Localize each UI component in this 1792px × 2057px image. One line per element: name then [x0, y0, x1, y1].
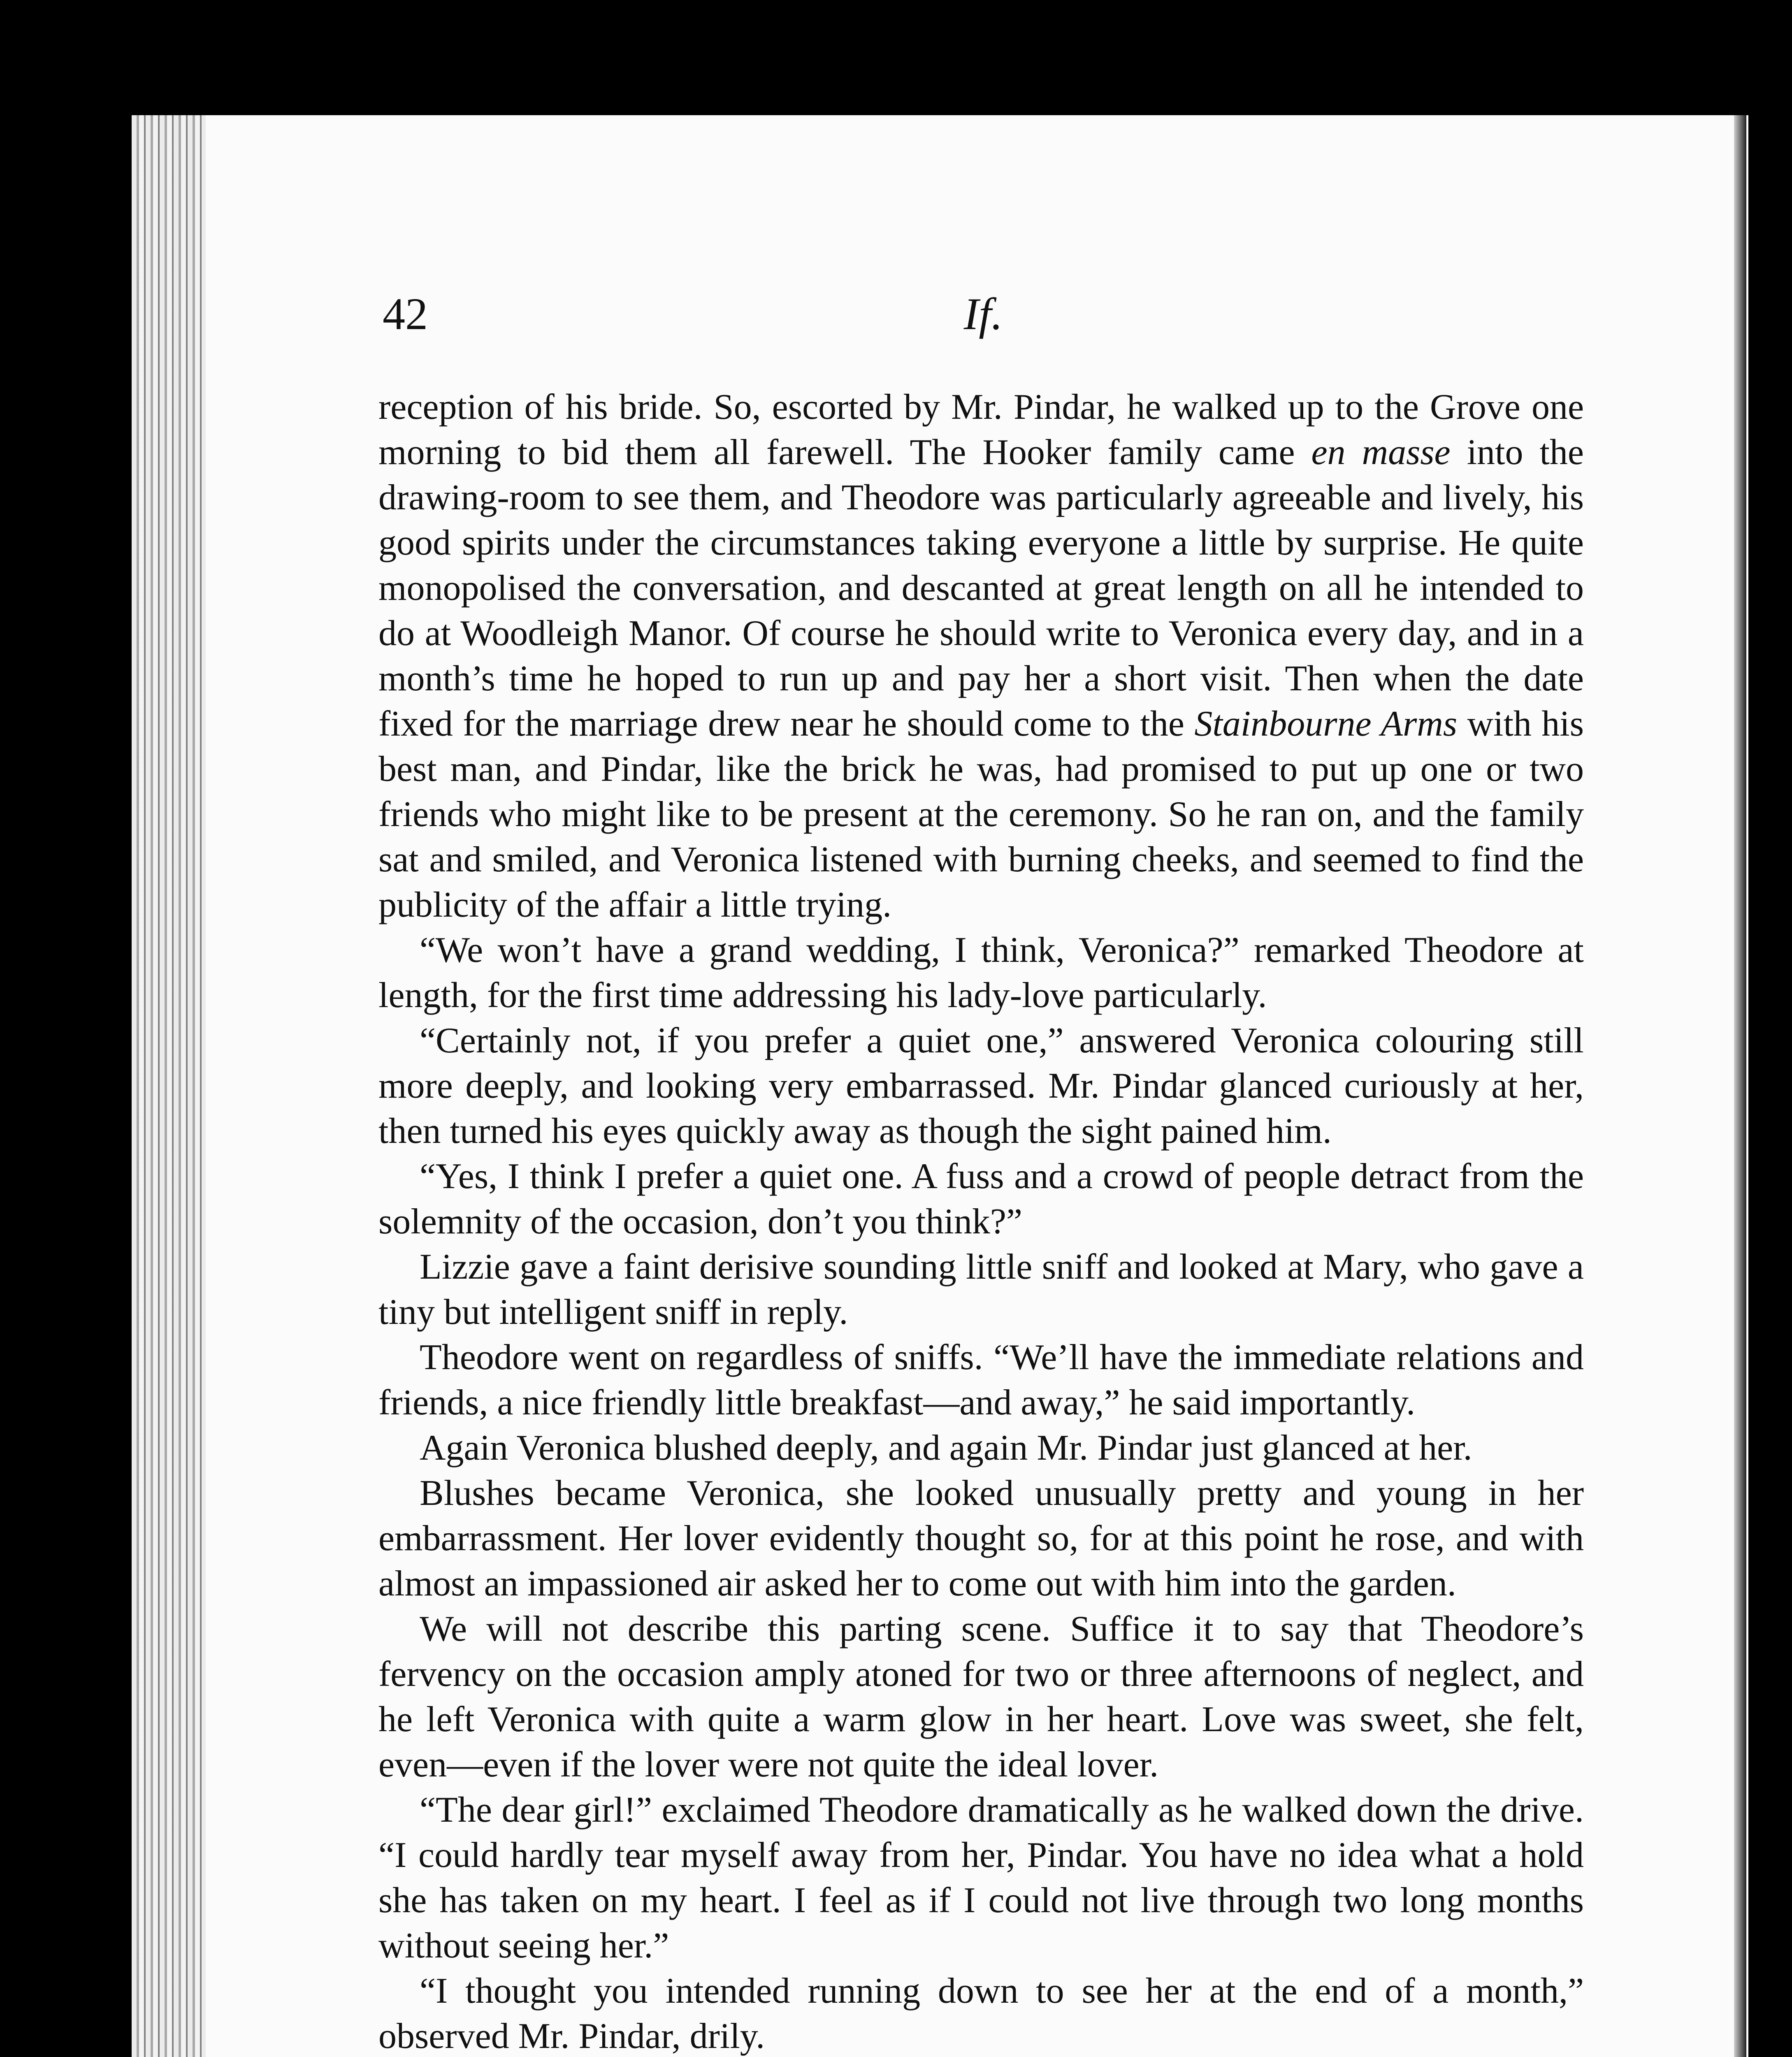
paragraph: [378, 928, 1584, 1018]
page-number: 42: [383, 289, 428, 339]
text-run: Blushes became Veronica, she looked unusually pretty and young in her embarrassment. Her lover evidently thought so, for at this point he rose, and with almost an impassioned air asked her to come out with him into the garden.: [378, 1473, 1584, 1604]
body-text: [378, 385, 1584, 2057]
text-run: “We won’t have a grand wedding, I think, Veronica?” remarked Theodore at length, for the first time addressing his lady-love particularly.: [378, 930, 1584, 1015]
text-run: “Certainly not, if you prefer a quiet one,” answered Veronica colouring still more deeply, and looking very embarrassed. Mr. Pindar glanced curiously at her, then turned his eyes quickly away as though the sight pained him.: [378, 1021, 1584, 1151]
paragraph: [378, 1335, 1584, 1426]
paragraph: [378, 385, 1584, 928]
text-run: Again Veronica blushed deeply, and again Mr. Pindar just glanced at her.: [420, 1428, 1472, 1468]
text-run: with his best man, and Pindar, like the brick he was, had promised to put up one or two friends who might like to be present at the ceremony. So he ran on, and the family sat and smiled, and Veronica listened with burning cheeks, and seemed to find the publicity of the affair a little trying.: [378, 704, 1584, 925]
text-run: “The dear girl!” exclaimed Theodore dramatically as he walked down the drive. “I could hardly tear myself away from her, Pindar. You have no idea what a hold she has taken on my heart. I feel as if I could not live through two long months without seeing her.”: [378, 1790, 1584, 1966]
paragraph: [378, 1244, 1584, 1335]
text-run: Theodore went on regardless of sniffs. “We’ll have the immediate relations and friends, a nice friendly little breakfast—and away,” he said importantly.: [378, 1337, 1584, 1423]
text-run: into the drawing-room to see them, and Theodore was particularly agreeable and lively, his good spirits under the circumstances taking everyone a little by surprise. He quite monopolised the conversation, and descanted at great length on all he intended to do at Woodleigh Manor. Of course he should write to Veronica every day, and in a month’s time he hoped to run up and pay her a short visit. Then when the date fixed for the marriage drew near he should come to the: [378, 432, 1584, 744]
paragraph: [378, 1788, 1584, 1969]
text-run: “Yes, I think I prefer a quiet one. A fuss and a crowd of people detract from the solemnity of the occasion, don’t you think?”: [378, 1156, 1584, 1242]
page-gutter: [132, 115, 206, 2057]
page-edge: [1734, 115, 1746, 2057]
text-run: reception of his bride. So, escorted by Mr. Pindar, he walked up to the Grove one morning to bid them all farewell. The Hooker family came: [378, 387, 1584, 472]
italic-run: Stainbourne Arms: [1194, 704, 1458, 744]
text-run: We will not describe this parting scene. Suffice it to say that Theodore’s fervency on the occasion amply atoned for two or three afternoons of neglect, and he left Veronica with quite a warm glow in her heart. Love was sweet, she felt, even—even if the lover were not quite the ideal lover.: [378, 1609, 1584, 1785]
paragraph: [378, 1426, 1584, 1471]
running-title: If.: [963, 289, 1003, 339]
paragraph: [378, 1471, 1584, 1607]
paragraph: [378, 1607, 1584, 1788]
running-head: [383, 288, 1584, 350]
paragraph: [378, 1154, 1584, 1244]
text-run: “I thought you intended running down to see her at the end of a month,” observed Mr. Pindar, drily.: [378, 1971, 1584, 2056]
paragraph: [378, 1969, 1584, 2057]
italic-run: en masse: [1311, 432, 1451, 472]
text-run: Lizzie gave a faint derisive sounding little sniff and looked at Mary, who gave a tiny but intelligent sniff in reply.: [378, 1247, 1584, 1332]
paragraph: [378, 1018, 1584, 1154]
